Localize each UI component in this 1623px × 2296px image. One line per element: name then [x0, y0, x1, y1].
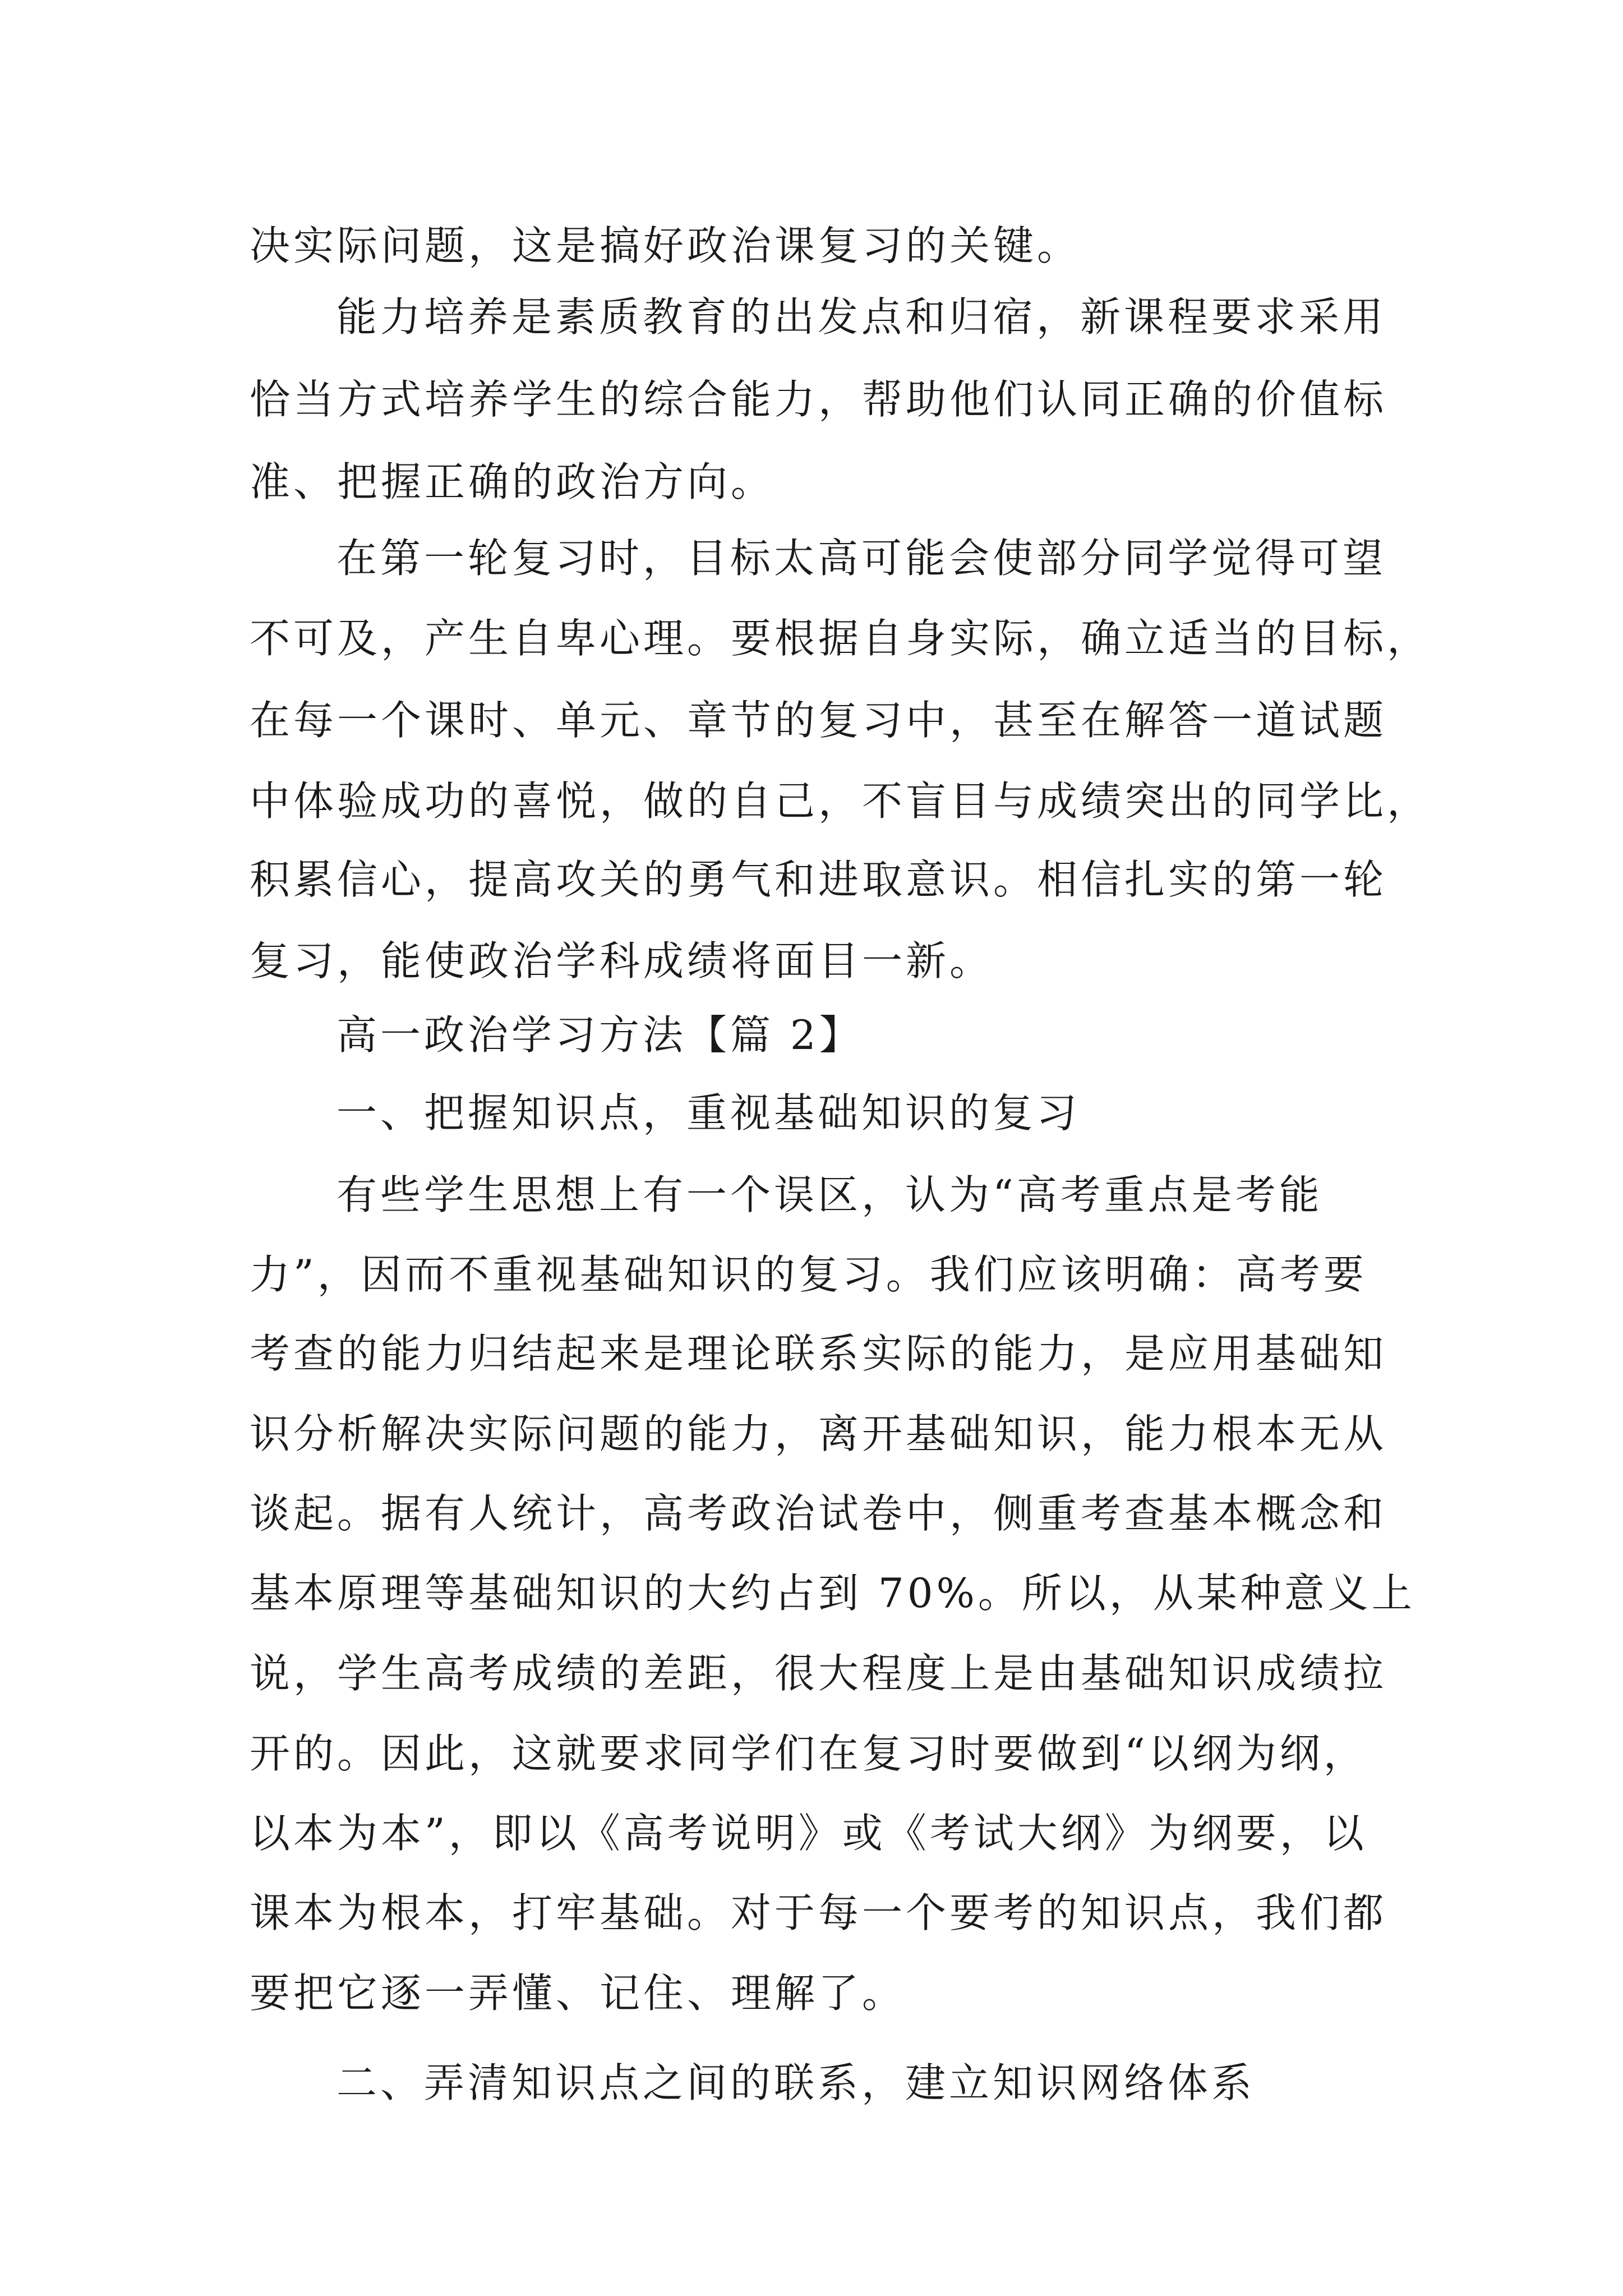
- text-line: 谈起。据有人统计，高考政治试卷中，侧重考查基本概念和: [250, 1490, 1387, 1537]
- text-line: 不可及，产生自卑心理。要根据自身实际，确立适当的目标，: [250, 615, 1431, 662]
- text-line: 基本原理等基础知识的大约占到 70%。所以，从某种意义上: [250, 1570, 1415, 1617]
- text-line: 课本为根本，打牢基础。对于每一个要考的知识点，我们都: [250, 1889, 1387, 1936]
- text-line: 积累信心，提高攻关的勇气和进取意识。相信扎实的第一轮: [250, 856, 1387, 903]
- section-heading: 二、弄清知识点之间的联系，建立知识网络体系: [336, 2059, 1256, 2106]
- text-line: 有些学生思想上有一个误区，认为“高考重点是考能: [336, 1171, 1323, 1218]
- section-heading: 高一政治学习方法【篇 2】: [336, 1011, 863, 1059]
- text-line: 要把它逐一弄懂、记住、理解了。: [250, 1970, 906, 2017]
- text-line: 恰当方式培养学生的综合能力，帮助他们认同正确的价值标: [250, 376, 1387, 423]
- text-line: 在第一轮复习时，目标太高可能会使部分同学觉得可望: [336, 535, 1387, 582]
- text-line: 开的。因此，这就要求同学们在复习时要做到“以纲为纲，: [250, 1730, 1367, 1777]
- text-line: 以本为本”，即以《高考说明》或《考试大纲》为纲要，以: [250, 1810, 1367, 1857]
- text-line: 在每一个课时、单元、章节的复习中，甚至在解答一道试题: [250, 697, 1387, 744]
- text-line: 能力培养是素质教育的出发点和归宿，新课程要求采用: [336, 293, 1387, 341]
- text-line: 准、把握正确的政治方向。: [250, 458, 775, 505]
- section-heading: 一、把握知识点，重视基础知识的复习: [336, 1089, 1081, 1137]
- text-line: 识分析解决实际问题的能力，离开基础知识，能力根本无从: [250, 1410, 1387, 1457]
- text-line: 中体验成功的喜悦，做的自己，不盲目与成绩突出的同学比，: [250, 777, 1431, 825]
- text-line: 考查的能力归结起来是理论联系实际的能力，是应用基础知: [250, 1330, 1387, 1377]
- text-line: 决实际问题，这是搞好政治课复习的关键。: [250, 222, 1081, 269]
- text-line: 复习，能使政治学科成绩将面目一新。: [250, 937, 994, 984]
- text-line: 说，学生高考成绩的差距，很大程度上是由基础知识成绩拉: [250, 1650, 1387, 1697]
- text-line: 力”，因而不重视基础知识的复习。我们应该明确：高考要: [250, 1251, 1367, 1298]
